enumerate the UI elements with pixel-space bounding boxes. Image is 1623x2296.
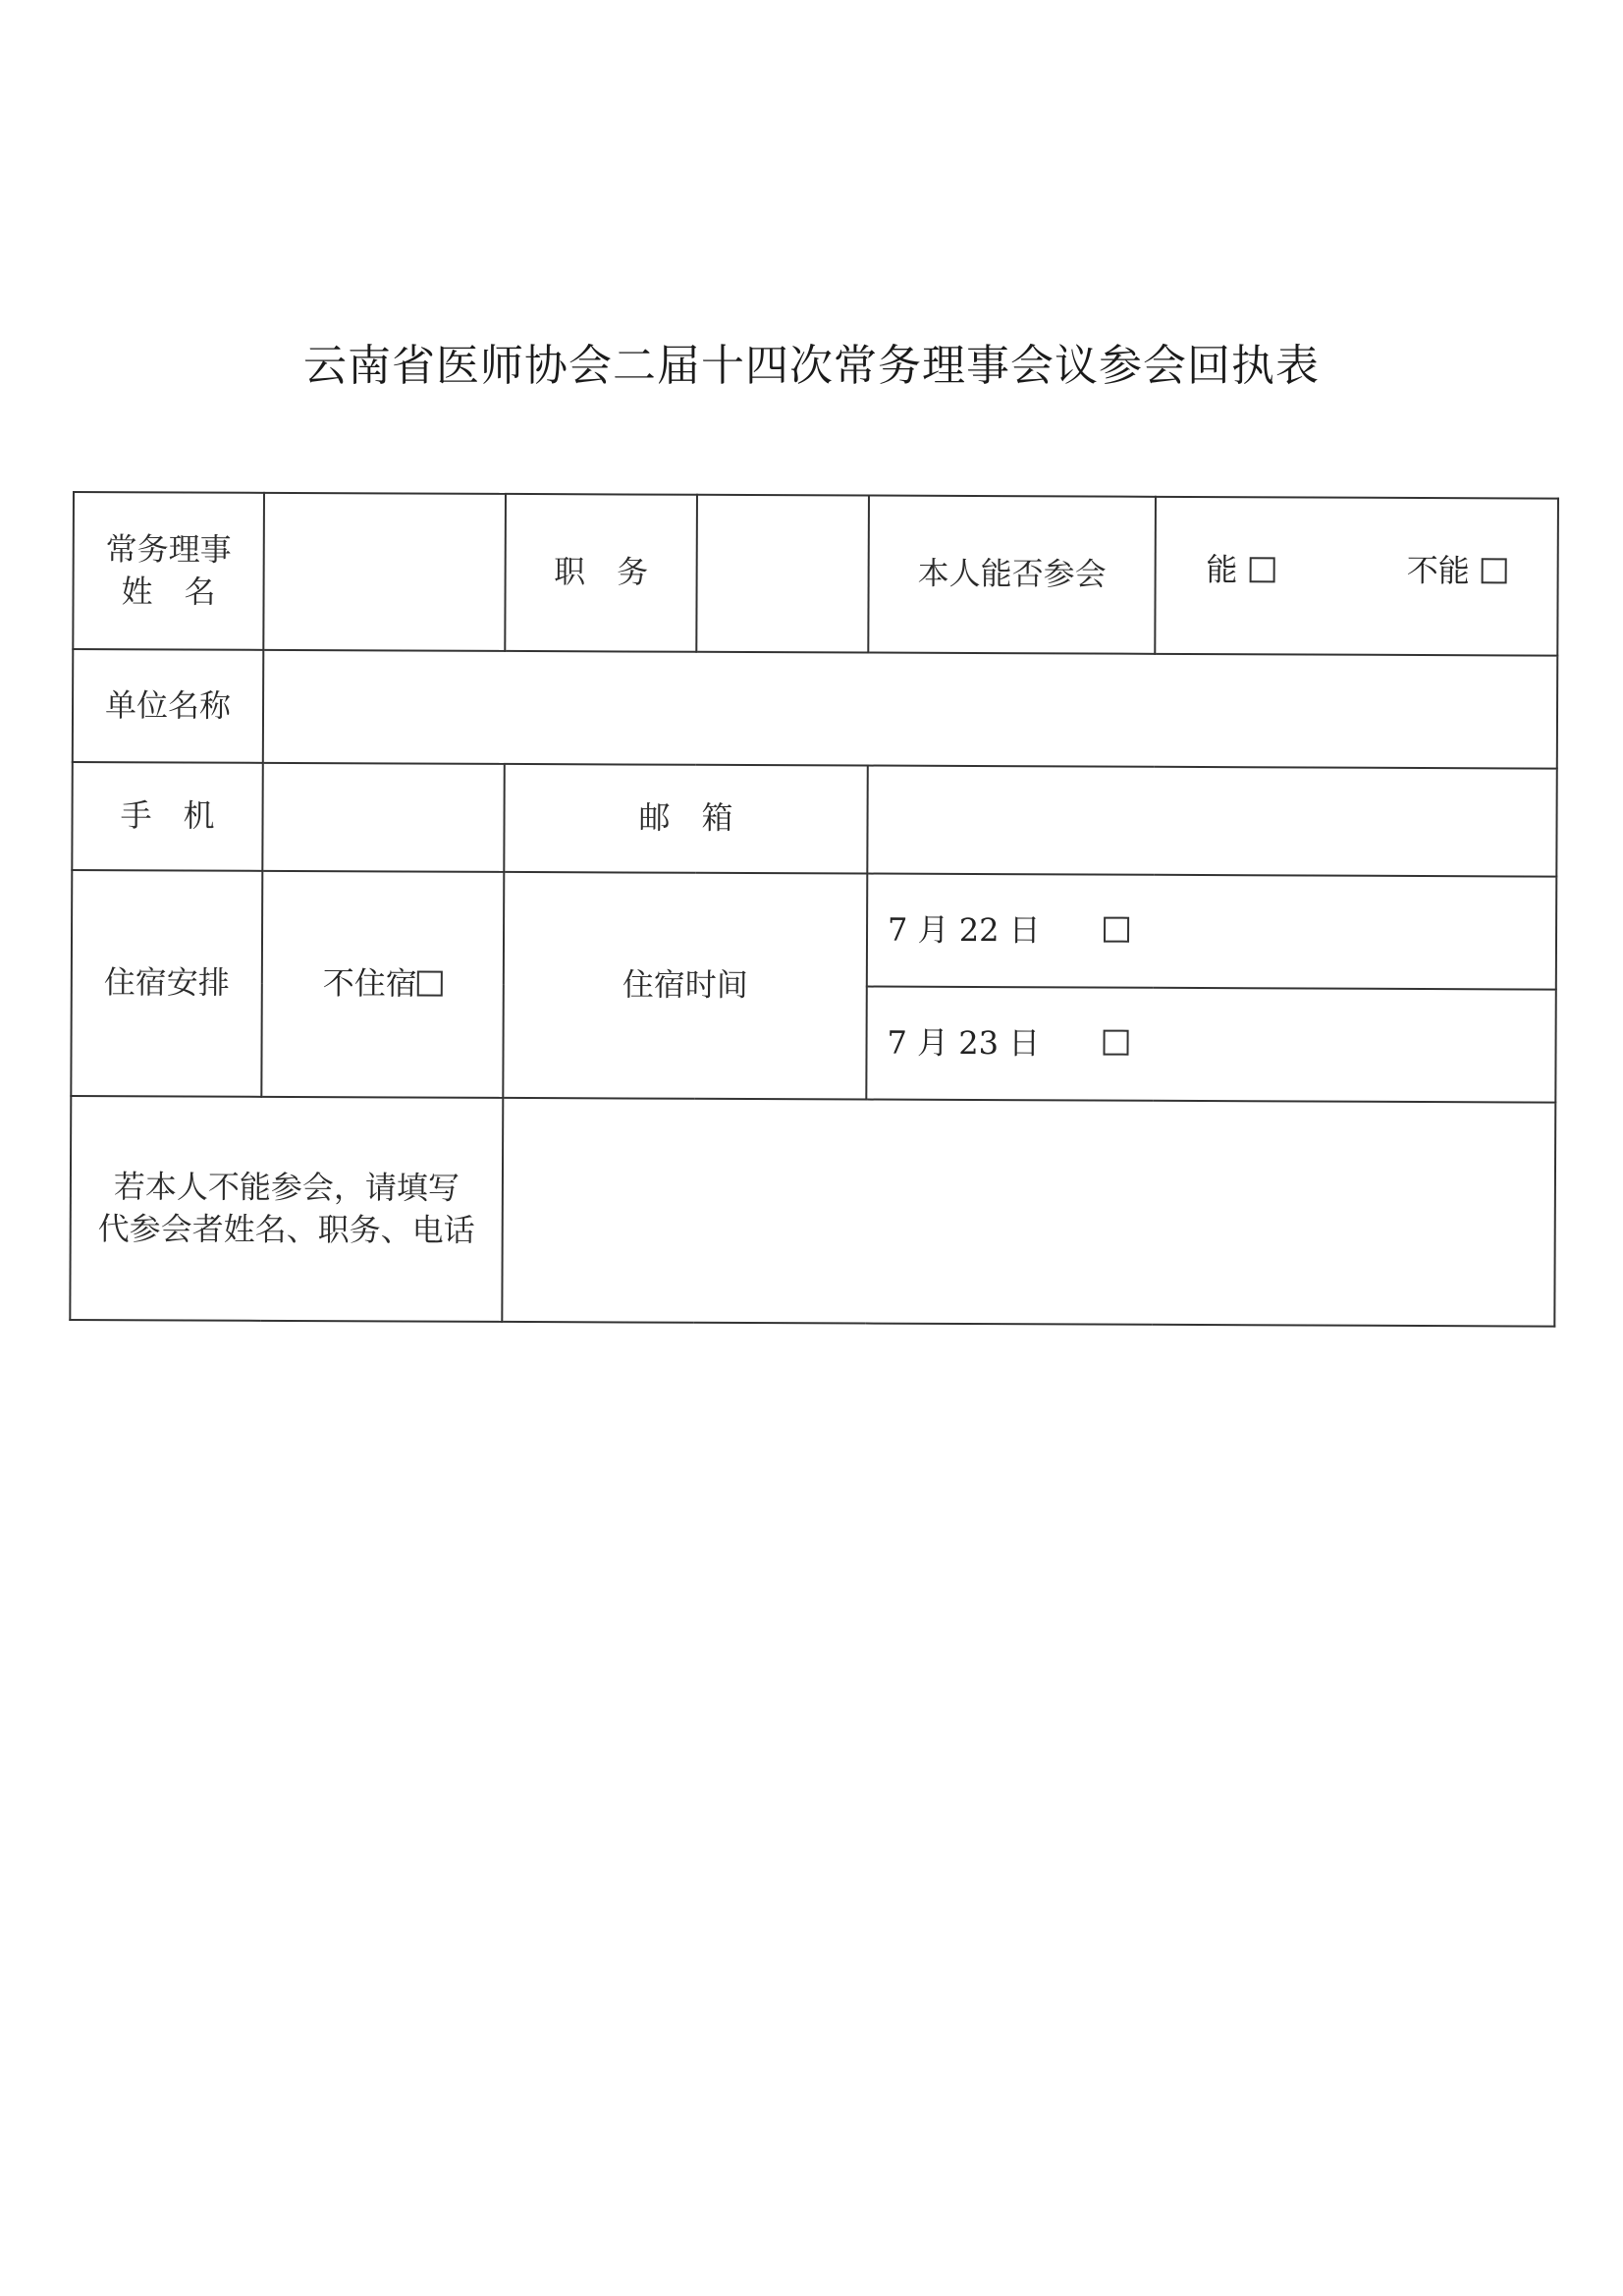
page-title: 云南省医师协会二届十四次常务理事会议参会回执表 <box>303 341 1320 391</box>
position-label: 职 务 <box>505 494 697 652</box>
row-contact <box>72 762 1556 877</box>
no-lodging-checkbox[interactable] <box>417 970 443 996</box>
cannot-attend-checkbox[interactable] <box>1482 558 1507 583</box>
proxy-input-cell[interactable] <box>502 1098 1555 1327</box>
name-label-line1: 常务理事 <box>105 529 232 569</box>
name-input-cell[interactable] <box>263 493 506 651</box>
can-attend-label: 能 <box>1206 551 1238 589</box>
unit-input-cell[interactable] <box>263 650 1557 769</box>
email-input-cell[interactable] <box>867 766 1556 877</box>
no-lodging-cell <box>261 871 504 1098</box>
email-label: 邮 箱 <box>504 764 867 874</box>
name-label-cell <box>73 492 264 650</box>
proxy-label-line1: 若本人不能参会，请填写 <box>113 1168 460 1207</box>
can-attend-checkbox[interactable] <box>1249 557 1274 582</box>
reply-form-table <box>69 491 1559 1328</box>
name-label-line2: 姓 名 <box>121 573 216 611</box>
lodging-time-label: 住宿时间 <box>503 872 867 1100</box>
lodging-label: 住宿安排 <box>71 870 262 1097</box>
date2-label: 7 月 23 日 <box>887 1023 1041 1063</box>
unit-label: 单位名称 <box>73 649 263 763</box>
phone-label: 手 机 <box>72 762 262 871</box>
row-proxy <box>70 1096 1555 1327</box>
date1-cell <box>867 874 1556 990</box>
date2-cell <box>866 987 1555 1103</box>
position-input-cell[interactable] <box>696 495 869 653</box>
cannot-attend-label: 不能 <box>1406 551 1470 590</box>
row-unit <box>73 649 1557 769</box>
date1-label: 7 月 22 日 <box>887 910 1041 950</box>
proxy-label-cell <box>70 1096 503 1322</box>
proxy-label-line2: 代参会者姓名、职务、电话 <box>97 1210 475 1249</box>
date1-checkbox[interactable] <box>1104 917 1129 943</box>
attend-options-cell <box>1155 497 1558 656</box>
phone-input-cell[interactable] <box>262 763 504 872</box>
date2-checkbox[interactable] <box>1103 1030 1128 1056</box>
attend-label: 本人能否参会 <box>868 496 1156 654</box>
no-lodging-label: 不住宿 <box>322 964 417 1003</box>
row-member-info <box>73 492 1558 656</box>
row-lodging-1 <box>72 870 1556 990</box>
